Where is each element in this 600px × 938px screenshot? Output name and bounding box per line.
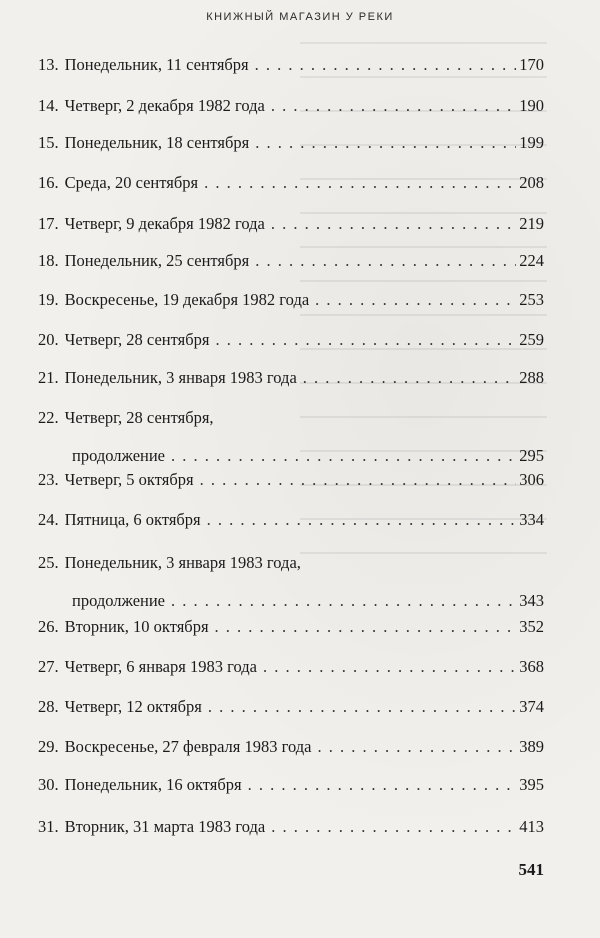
dot-leader — [271, 214, 516, 234]
toc-entry-title: Понедельник, 25 сентября — [64, 251, 250, 270]
toc-entry[interactable] — [38, 617, 544, 639]
toc-entry-title: Воскресенье, 19 декабря 1982 года — [64, 290, 310, 309]
toc-entry-number: 22. — [38, 408, 59, 427]
toc-entry-title: Понедельник, 16 октября — [64, 775, 242, 794]
dot-leader — [271, 96, 516, 116]
toc-entry-number: 31. — [38, 817, 59, 836]
toc-entry-number: 27. — [38, 657, 59, 676]
toc-entry-page: 334 — [519, 510, 544, 529]
toc-entry-title: Четверг, 9 декабря 1982 года — [64, 214, 265, 233]
toc-entry[interactable] — [38, 251, 544, 273]
toc-entry-page: 343 — [519, 591, 544, 610]
toc-entry-page: 395 — [519, 775, 544, 794]
dot-leader — [271, 817, 516, 837]
toc-entry-number: 16. — [38, 173, 59, 192]
toc-entry-number: 20. — [38, 330, 59, 349]
toc-entry-title: Четверг, 6 января 1983 года — [64, 657, 257, 676]
toc-entry-number: 13. — [38, 55, 59, 74]
toc-entry-page: 224 — [519, 251, 544, 270]
toc-entry-page: 368 — [519, 657, 544, 676]
toc-entry-number: 17. — [38, 214, 59, 233]
toc-entry-number: 29. — [38, 737, 59, 756]
toc-entry[interactable] — [38, 817, 544, 839]
toc-entry-number: 26. — [38, 617, 59, 636]
toc-entry-number: 15. — [38, 133, 59, 152]
toc-entry[interactable] — [38, 214, 544, 236]
toc-entry[interactable] — [38, 510, 544, 532]
dot-leader — [171, 591, 516, 611]
toc-entry-page: 253 — [519, 290, 544, 309]
toc-entry-number: 18. — [38, 251, 59, 270]
toc-entry[interactable] — [38, 737, 544, 759]
toc-entry-page: 352 — [519, 617, 544, 636]
toc-entry-number: 24. — [38, 510, 59, 529]
toc-entry-title: Вторник, 10 октября — [64, 617, 209, 636]
dot-leader — [171, 446, 516, 466]
dot-leader — [255, 251, 516, 271]
toc-entry-page: 219 — [519, 214, 544, 233]
toc-entry-page: 259 — [519, 330, 544, 349]
toc-entry-title: Четверг, 28 сентября — [64, 330, 210, 349]
toc-entry-number: 23. — [38, 470, 59, 489]
toc-entry-number: 21. — [38, 368, 59, 387]
toc-entry-page: 190 — [519, 96, 544, 115]
toc-entry-page: 306 — [519, 470, 544, 489]
toc-entry-title: Понедельник, 3 января 1983 года — [64, 368, 297, 387]
dot-leader — [204, 173, 516, 193]
toc-entry-number: 25. — [38, 553, 59, 572]
toc-entry-title: Среда, 20 сентября — [64, 173, 199, 192]
toc-entry-number: 28. — [38, 697, 59, 716]
dot-leader — [255, 133, 516, 153]
toc-entry[interactable] — [38, 290, 544, 312]
toc-entry-title: Четверг, 5 октября — [64, 470, 194, 489]
dot-leader — [317, 737, 516, 757]
toc-entry[interactable] — [38, 697, 544, 719]
dot-leader — [200, 470, 517, 490]
toc-entry-title: Пятница, 6 октября — [64, 510, 201, 529]
toc-entry-page: 288 — [519, 368, 544, 387]
toc-entry-title: Понедельник, 11 сентября — [64, 55, 249, 74]
toc-entry-title: Четверг, 12 октября — [64, 697, 202, 716]
toc-entry-title: Четверг, 2 декабря 1982 года — [64, 96, 265, 115]
dot-leader — [215, 330, 516, 350]
toc-entry-page: 295 — [519, 446, 544, 465]
toc-entry-number: 19. — [38, 290, 59, 309]
toc-entry-number: 30. — [38, 775, 59, 794]
toc-entry-title-continuation: продолжение — [72, 446, 166, 465]
toc-entry-page: 208 — [519, 173, 544, 192]
toc-entry[interactable] — [38, 96, 544, 118]
toc-entry-title: Вторник, 31 марта 1983 года — [64, 817, 266, 836]
toc-entry-page: 389 — [519, 737, 544, 756]
toc-entry-page: 199 — [519, 133, 544, 152]
dot-leader — [207, 510, 517, 530]
toc-entry[interactable] — [38, 470, 544, 492]
toc-entry-title-continuation: продолжение — [72, 591, 166, 610]
toc-entry[interactable] — [38, 133, 544, 155]
dot-leader — [263, 657, 516, 677]
toc-entry[interactable] — [38, 173, 544, 195]
toc-entry-number: 14. — [38, 96, 59, 115]
toc-entry[interactable] — [38, 55, 544, 77]
dot-leader — [208, 697, 516, 717]
toc-entry-title: Понедельник, 3 января 1983 года, — [64, 553, 301, 572]
dot-leader — [255, 55, 517, 75]
running-header: КНИЖНЫЙ МАГАЗИН У РЕКИ — [206, 11, 394, 23]
dot-leader — [215, 617, 517, 637]
toc-entry-page: 170 — [519, 55, 544, 74]
toc-entry-title: Воскресенье, 27 февраля 1983 года — [64, 737, 312, 756]
toc-entry-page: 374 — [519, 697, 544, 716]
toc-entry[interactable] — [38, 368, 544, 390]
toc-entry-title: Четверг, 28 сентября, — [64, 408, 214, 427]
toc-entry[interactable] — [38, 657, 544, 679]
toc-entry-title: Понедельник, 18 сентября — [64, 133, 250, 152]
dot-leader — [248, 775, 517, 795]
toc-entry-page: 413 — [519, 817, 544, 836]
dot-leader — [315, 290, 516, 310]
toc-entry[interactable] — [38, 330, 544, 352]
toc-entry[interactable] — [38, 775, 544, 797]
toc-entry[interactable] — [38, 408, 544, 468]
page-number: 541 — [518, 860, 544, 879]
dot-leader — [303, 368, 516, 388]
toc-entry[interactable] — [38, 553, 544, 613]
